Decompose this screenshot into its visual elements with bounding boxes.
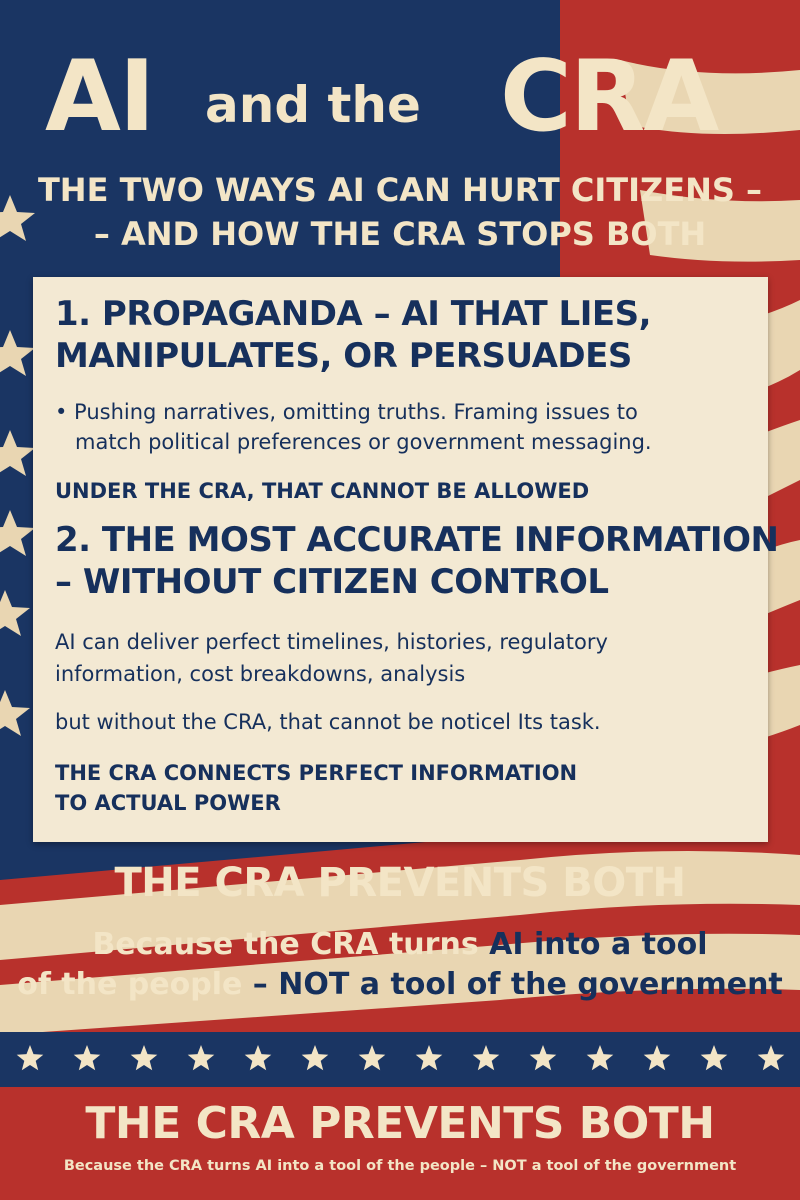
mid-banner-line-1-a: Because the CRA turns xyxy=(92,927,490,962)
section-2-body-line-3: but without the CRA, that cannot be noticel Its task. xyxy=(55,710,601,734)
section-2-body-line-1: AI can deliver perfect timelines, histories, regulatory xyxy=(55,630,608,654)
content-panel xyxy=(33,277,779,842)
star-band xyxy=(0,1032,800,1087)
section-1-heading-line-1: 1. PROPAGANDA – AI THAT LIES, xyxy=(55,294,652,334)
star-icon xyxy=(416,1045,443,1070)
footer-heading: THE CRA PREVENTS BOTH xyxy=(85,1098,715,1149)
mid-banner-line-1-b: AI into a tool xyxy=(489,927,708,962)
mid-banner-line-2-a: of the people xyxy=(17,967,243,1002)
star-icon xyxy=(359,1045,386,1070)
mid-banner-line-2-b: – NOT a tool of the government xyxy=(242,967,783,1002)
title-ai: AI xyxy=(45,40,154,154)
section-2-heading-line-1: 2. THE MOST ACCURATE INFORMATION xyxy=(55,520,779,560)
star-row xyxy=(0,1032,800,1087)
star-icon xyxy=(245,1045,272,1070)
subtitle-line-2: – AND HOW THE CRA STOPS BOTH xyxy=(93,215,707,253)
section-1-bullet-line-2: match political preferences or government messaging. xyxy=(75,430,652,454)
star-icon xyxy=(473,1045,500,1070)
footer-line: Because the CRA turns AI into a tool of the people – NOT a tool of the government xyxy=(63,1158,737,1174)
section-2-body-line-2: information, cost breakdowns, analysis xyxy=(55,662,466,686)
title-cra: CRA xyxy=(500,40,718,154)
section-2-caption-line-2: TO ACTUAL POWER xyxy=(55,791,281,815)
section-1-heading-line-2: MANIPULATES, OR PERSUADES xyxy=(55,336,632,376)
star-icon xyxy=(530,1045,557,1070)
star-icon xyxy=(74,1045,101,1070)
mid-banner-text xyxy=(0,925,800,1005)
star-icon xyxy=(17,1045,44,1070)
section-1-bullet-line-1: • Pushing narratives, omitting truths. Framing issues to xyxy=(55,400,638,424)
star-icon xyxy=(644,1045,671,1070)
subtitle-line-1: THE TWO WAYS AI CAN HURT CITIZENS – xyxy=(37,171,763,209)
section-1-caption: UNDER THE CRA, THAT CANNOT BE ALLOWED xyxy=(55,479,590,503)
star-icon xyxy=(302,1045,329,1070)
mid-banner-heading: THE CRA PREVENTS BOTH xyxy=(114,860,686,906)
mid-banner-line-2 xyxy=(0,965,800,1005)
star-icon xyxy=(188,1045,215,1070)
star-icon xyxy=(701,1045,728,1070)
section-2-heading-line-2: – WITHOUT CITIZEN CONTROL xyxy=(55,562,609,602)
title-and-the: and the xyxy=(205,76,421,134)
star-icon xyxy=(131,1045,158,1070)
star-icon xyxy=(587,1045,614,1070)
mid-banner-line-1 xyxy=(0,925,800,965)
subtitle xyxy=(0,168,800,256)
section-2-caption-line-1: THE CRA CONNECTS PERFECT INFORMATION xyxy=(55,761,578,785)
star-icon xyxy=(758,1045,785,1070)
